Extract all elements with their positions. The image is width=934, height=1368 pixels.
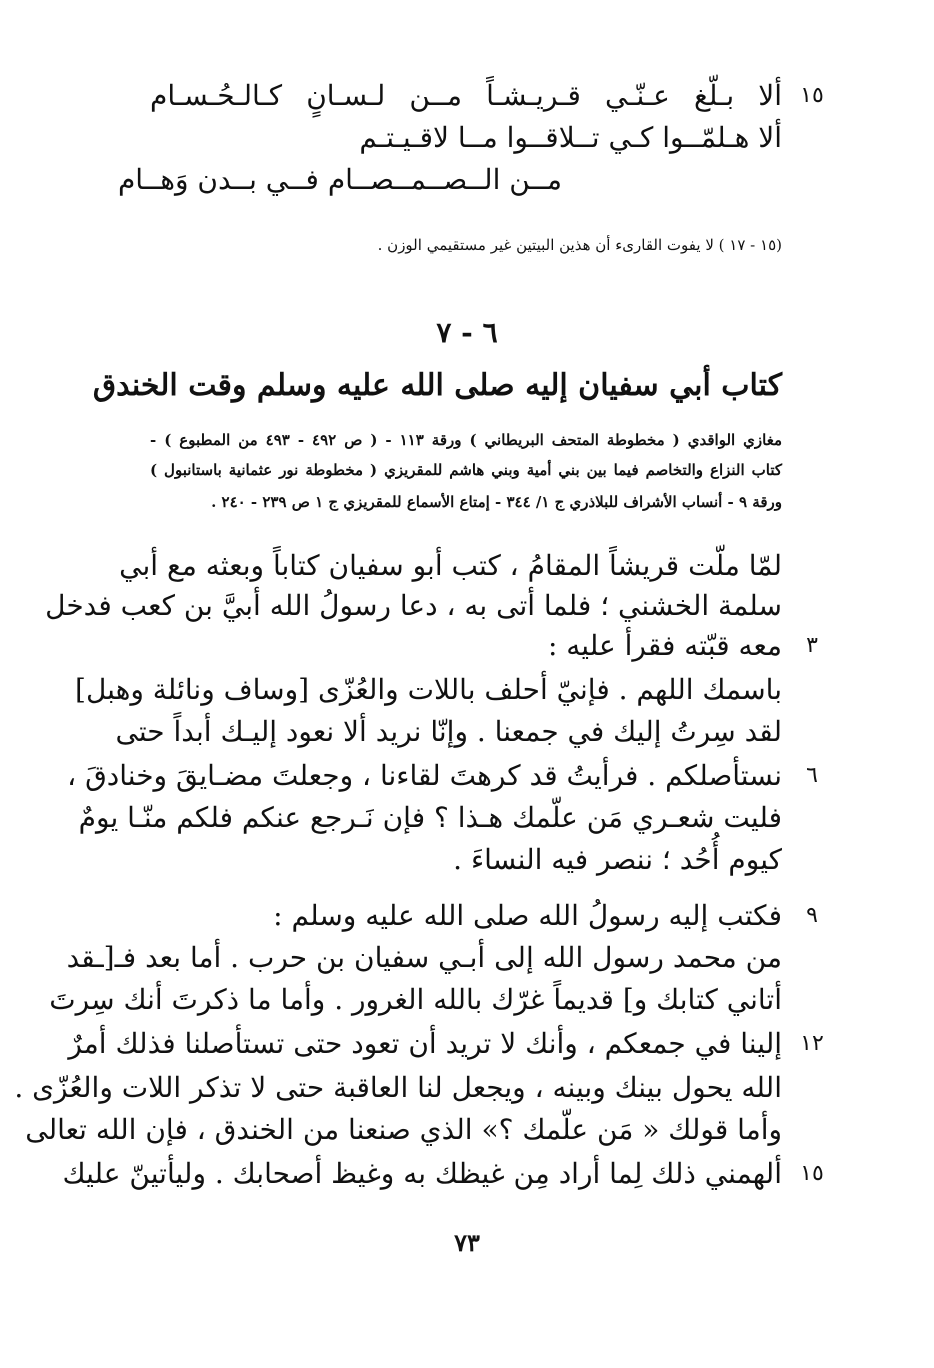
footnote: (١٥ - ١٧ ) لا يفوت القارىء أن هذين البيتين غير مستقيمي الوزن . xyxy=(377,236,782,254)
line-number: ٩ xyxy=(806,903,818,928)
source-line: مغازي الواقدي ( مخطوطة المتحف البريطاني ) ورقة ١١٣ - ( ص ٤٩٢ - ٤٩٣ من المطبوع ) - xyxy=(150,431,783,449)
body-line: وأما قولك « مَن علّمك ؟» الذي صنعنا من الخندق ، فإن الله تعالى xyxy=(25,1113,782,1146)
section-title: كتاب أبي سفيان إليه صلى الله عليه وسلم وقت الخندق xyxy=(92,368,782,403)
body-line: كيوم أُحُد ؛ ننصر فيه النساءَ . xyxy=(453,843,782,876)
line-number: ٦ xyxy=(806,763,818,788)
body-line: معه قبّته فقرأ عليه : xyxy=(547,629,782,662)
page-number: ٧٣ xyxy=(454,1228,480,1257)
body-line: الله يحول بينك وبينه ، ويجعل لنا العاقبة حتى لا تذكر اللات والعُزّى . xyxy=(14,1071,782,1104)
poem-line: مــن الــصــمــصــام فــي بــدن وَهــام xyxy=(117,163,562,196)
body-line: إلينا في جمعكم ، وأنك لا تريد أن تعود حتى تستأصلنا فذلك أمرٌ xyxy=(68,1027,782,1060)
body-line: فكتب إليه رسولُ الله صلى الله عليه وسلم : xyxy=(273,899,782,932)
source-line: ورقة ٩ - أنساب الأشراف للبلاذري ج ١/ ٣٤٤ - إمتاع الأسماع للمقريزي ج ١ ص ٢٣٩ - ٢٤٠ . xyxy=(211,493,782,511)
body-line: باسمك اللهم . فإنيّ أحلف باللات والعُزّى [وساف ونائلة وهبل] xyxy=(75,673,782,706)
body-line: سلمة الخشني ؛ فلما أتى به ، دعا رسولُ الله أبيَّ بن كعب فدخل xyxy=(45,589,782,622)
line-number: ١٥ xyxy=(800,1161,824,1186)
poem-line: ألا بـلّغ عـنّـي قـريـشـاً مــن لـسـانٍ كـالـحُـسـام xyxy=(150,79,782,112)
poem-line: ألا هـلمّــوا كـي تــلاقــوا مــا لاقـيـتـم xyxy=(359,121,782,154)
body-line: أتاني كتابك و] قديماً غرّك بالله الغرور . وأما ما ذكرتَ أنك سِرتَ xyxy=(49,983,782,1016)
line-number: ١٢ xyxy=(800,1031,824,1056)
line-number: ٣ xyxy=(806,633,818,658)
line-number: ١٥ xyxy=(800,83,824,108)
section-number: ٦ - ٧ xyxy=(436,316,498,349)
body-line: ألهمني ذلك لِما أراد مِن غيظك به وغيظ أصحابك . وليأتينّ عليك xyxy=(62,1157,782,1190)
body-line: من محمد رسول الله إلى أبـي سفيان بن حرب . أما بعد فـ[ـقد xyxy=(66,941,782,974)
body-line: لقد سِرتُ إليك في جمعنا . وإنّا نريد ألا نعود إليـك أبداً حتى xyxy=(115,715,782,748)
source-line: كتاب النزاع والتخاصم فيما بين بني أمية وبني هاشم للمقريزي ( مخطوطة نور عثمانية باستانبول ) xyxy=(150,461,782,479)
body-line: لمّا ملّت قريشاً المقامُ ، كتب أبو سفيان كتاباً وبعثه مع أبي xyxy=(119,549,782,582)
body-line: نستأصلكم . فرأيتُ قد كرهتَ لقاءنا ، وجعلتَ مضـايقَ وخنادقَ ، xyxy=(67,759,782,792)
body-line: فليت شعـري مَن علّمك هـذا ؟ فإن نَـرجع عنكم فلكم منّـا يومٌ xyxy=(78,801,782,834)
